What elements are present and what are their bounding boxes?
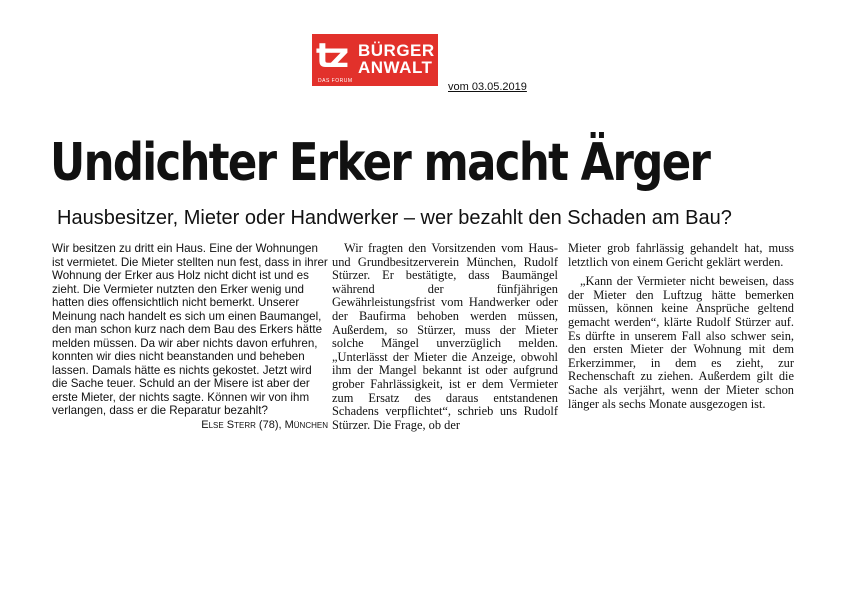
logo-line-2: ANWALT [358, 58, 433, 77]
subtitle: Hausbesitzer, Mieter oder Handwerker – wer bezahlt den Schaden am Bau? [57, 207, 732, 229]
letter-signature: Else Sterr (78), München [201, 418, 328, 431]
headline: Undichter Erker macht Ärger [50, 133, 710, 193]
logo-subline: DAS FORUM [318, 78, 353, 84]
publication-date: vom 03.05.2019 [448, 81, 527, 93]
answer-paragraph-2: „Kann der Vermieter nicht beweisen, dass der Mieter den Luftzug hätte bemerken müssen, können keine Ansprüche geltend gemacht werden“, klärte Rudolf Stürzer auf. Es dürfte in unserem Fall also schwer sein, den ersten Mieter der Wohnung mit dem Erkerzimmer, in dem es zieht, zur Rechenschaft zu ziehen. Außerdem gilt die Sache als verjährt, wenn der Mieter schon länger als sechs Monate ausgezogen ist. [568, 274, 794, 411]
answer-paragraph-1: Wir fragten den Vorsitzenden vom Haus- und Grundbesitzerverein München, Rudolf Stürzer. Er bestätigte, dass Baumängel während der fünfjährigen Gewährleistungsfrist vom Handwerker oder der Baufirma behoben werden müssen, Außerdem, so Stürzer, muss der Mieter solche Mängel unverzüglich melden. „Unterlässt der Mieter die Anzeige, obwohl ihm der Mangel bekannt ist oder aufgrund grober Fahrlässigkeit, ist er dem Vermieter zum Ersatz des daraus entstandenen Schadens verpflichtet“, schrieb uns Rudolf Stürzer. Die Frage, ob der [332, 241, 558, 432]
reader-letter [52, 242, 328, 432]
answer-column-2 [568, 242, 794, 411]
logo-line-1: BÜRGER [358, 41, 435, 60]
reader-letter-text: Wir besitzen zu dritt ein Haus. Eine der Wohnungen ist vermietet. Die Mieter stellten nun fest, dass in ihrer Wohnung der Erker aus Holz nicht dicht ist und es zieht. Die Vermieter nutzten den Erker wenig und hatten dies offensichtlich nicht bemerkt. Unserer Meinung nach handelt es sich um einen Baumangel, den man schon kurz nach dem Bau des Erkers hätte melden müssen. Da wir aber nichts davon erfuhren, konnten wir dies nicht beanstanden und beheben lassen. Damals hätte es nichts gekostet. Jetzt wird die Sache teuer. Schuld an der Misere ist aber der erste Mieter, der nichts sagte. Können wir von ihm verlangen, dass er die Reparatur bezahlt? [52, 242, 328, 417]
logo-symbol: tz [316, 36, 347, 76]
buergeranwalt-logo [312, 34, 438, 86]
answer-column-1 [332, 242, 558, 432]
answer-paragraph-1-continued: Mieter grob fahrlässig gehandelt hat, muss letztlich von einem Gericht geklärt werden. [568, 241, 794, 269]
